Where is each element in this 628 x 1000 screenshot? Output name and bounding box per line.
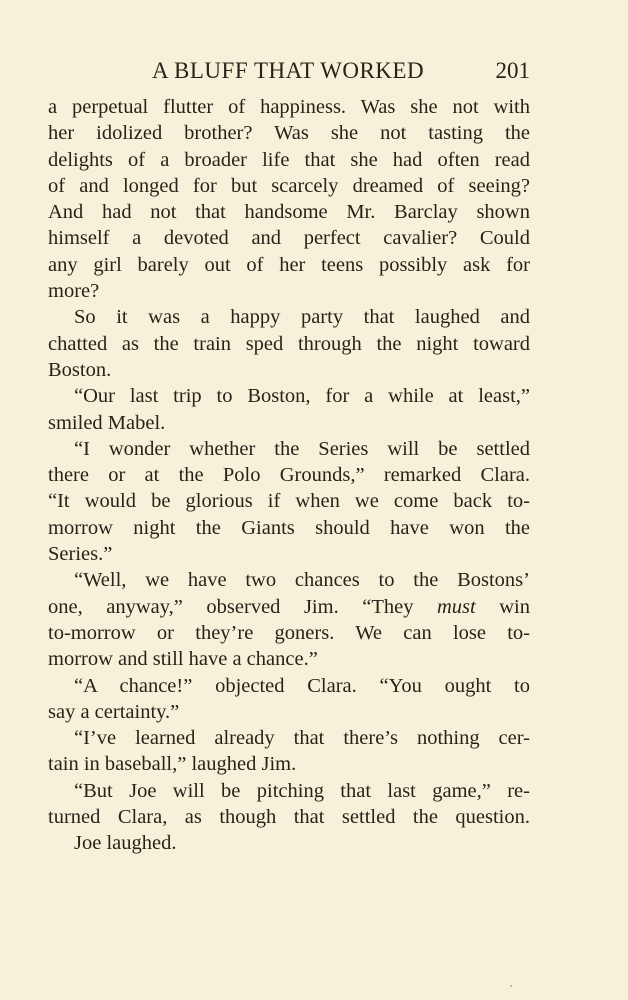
text-line: her idolized brother? Was she not tasting the [48,122,530,145]
text-line: himself a devoted and perfect cavalier? Could [48,227,530,250]
text-line [48,594,530,620]
running-head: A BLUFF THAT WORKED [151,58,425,83]
text-line: “I’ve learned already that there’s nothing cer- [74,727,530,750]
text-line: chatted as the train sped through the night toward [48,332,530,355]
text-line: say a certainty.” [48,700,180,723]
text-line: Series.” [48,543,113,566]
text-line: any girl barely out of her teens possibly ask for [48,253,530,276]
text-line: there or at the Polo Grounds,” remarked Clara. [48,464,530,487]
text-line: to-morrow or they’re goners. We can lose to- [48,621,530,644]
body-text [48,94,530,857]
text-line: And had not that handsome Mr. Barclay shown [48,201,530,224]
text-line: So it was a happy party that laughed and [74,306,530,329]
italic-word: must [436,595,476,618]
text-line: more? [48,280,100,303]
text-line: “Our last trip to Boston, for a while at least,” [74,385,530,408]
text-line: a perpetual flutter of happiness. Was she not with [48,96,530,118]
text-line: morrow and still have a chance.” [48,648,318,671]
text-line: Boston. [48,358,112,381]
text-line: “A chance!” objected Clara. “You ought to [74,674,530,697]
text-line: “I wonder whether the Series will be settled [74,437,530,460]
text-line: turned Clara, as though that settled the question. [48,806,530,829]
page-number: 201 [495,58,530,83]
text-segment: win [499,595,530,618]
paper-speck [510,985,512,987]
text-line: “It would be glorious if when we come back to- [48,490,530,513]
text-segment: one, anyway,” observed Jim. “They [48,595,414,618]
text-line: morrow night the Giants should have won the [48,516,530,539]
text-line: “Well, we have two chances to the Bostons’ [74,569,530,592]
text-line: Joe laughed. [74,832,177,855]
text-line: tain in baseball,” laughed Jim. [48,753,297,776]
text-line: “But Joe will be pitching that last game,” re- [74,779,530,802]
text-line: delights of a broader life that she had often read [48,148,530,171]
text-line: smiled Mabel. [48,411,166,434]
text-line: of and longed for but scarcely dreamed of seeing? [48,174,530,197]
